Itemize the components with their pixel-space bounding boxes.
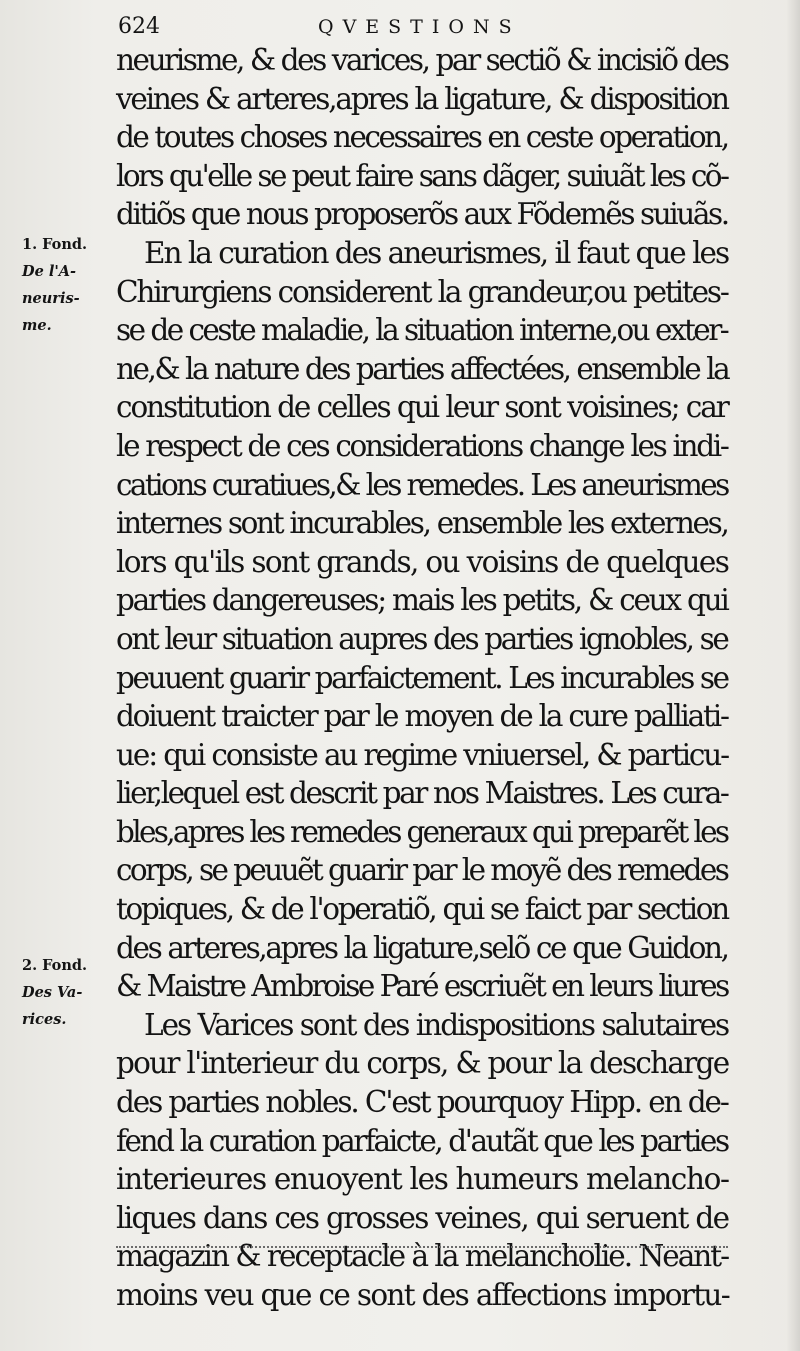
text-line: magazin & receptacle à la melancholie. Neant- (116, 1239, 729, 1274)
text-line: peuuent guarir parfaictement. Les incurables se (116, 660, 728, 695)
page-header (118, 12, 718, 42)
text-line: des parties nobles. C'est pourquoy Hipp. en de- (116, 1085, 728, 1120)
text-line: Les Varices sont des indispositions salutaires (144, 1007, 729, 1042)
margin-note-line: Des Va- (22, 984, 83, 1001)
margin-note-line: 1. Fond. (22, 236, 88, 253)
text-line: pour l'interieur du corps, & pour la descharge (116, 1046, 729, 1081)
text-line: lier,lequel est descrit par nos Maistres. Les cura- (116, 776, 728, 811)
text-line: se de ceste maladie, la situation interne,ou exter- (116, 313, 728, 348)
text-line: Chirurgiens considerent la grandeur,ou petites- (116, 274, 728, 309)
text-line: En la curation des aneurismes, il faut que les (144, 235, 729, 270)
text-line: neurisme, & des varices, par sectiõ & incisiõ des (116, 43, 728, 77)
text-line: ne,& la nature des parties affectées, ensemble la (116, 351, 729, 386)
text-line: bles,apres les remedes generaux qui preparẽt les (116, 814, 728, 849)
text-line: corps, se peuuẽt guarir par le moyẽ des remedes (116, 853, 728, 888)
text-line: des arteres,apres la ligature,selõ ce que Guidon, (116, 930, 728, 965)
catchword-rule (116, 1246, 728, 1248)
margin-note-line: De l'A- (22, 263, 77, 280)
text-line: veines & arteres,apres la ligature, & disposition (116, 81, 728, 116)
margin-note-line: me. (22, 317, 52, 334)
page-number: 624 (118, 14, 160, 39)
text-line: cations curatiues,& les remedes. Les aneurismes (116, 467, 728, 502)
text-line: moins veu que ce sont des affections importu- (116, 1278, 730, 1312)
text-line: interieures enuoyent les humeurs melancho- (116, 1162, 729, 1197)
text-line: doiuent traicter par le moyen de la cure palliati- (116, 699, 728, 734)
running-title: QVESTIONS (318, 16, 521, 38)
text-line: le respect de ces considerations change les indi- (116, 428, 728, 463)
body-text (116, 41, 730, 1315)
text-line: ditiõs que nous proposerõs aux Fõdemẽs suiuãs. (116, 197, 728, 232)
text-line: & Maistre Ambroise Paré escriuẽt en leurs liures (116, 969, 728, 1004)
text-line: ont leur situation aupres des parties ignobles, se (116, 621, 728, 656)
margin-note-line: neuris- (22, 290, 80, 307)
text-line: liques dans ces grosses veines, qui seruent de (116, 1200, 729, 1235)
margin-note-line: 2. Fond. (22, 957, 88, 974)
text-line: parties dangereuses; mais les petits, & ceux qui (116, 583, 728, 618)
text-line: lors qu'ils sont grands, ou voisins de quelques (116, 544, 729, 579)
page-edge-shadow (786, 0, 800, 1351)
text-line: constitution de celles qui leur sont voisines; car (116, 390, 728, 425)
text-line: internes sont incurables, ensemble les externes, (116, 506, 728, 541)
text-line: lors qu'elle se peut faire sans dãger, suiuãt les cõ- (116, 158, 728, 193)
text-line: ue: qui consiste au regime vniuersel, & particu- (116, 737, 728, 772)
margin-note-aneurisme (22, 231, 114, 339)
margin-note-line: rices. (22, 1011, 67, 1028)
text-line: de toutes choses necessaires en ceste operation, (116, 120, 728, 155)
text-line: topiques, & de l'operatiõ, qui se faict par section (116, 892, 728, 927)
margin-note-varices (22, 952, 114, 1033)
text-line: fend la curation parfaicte, d'autãt que les parties (116, 1123, 728, 1158)
